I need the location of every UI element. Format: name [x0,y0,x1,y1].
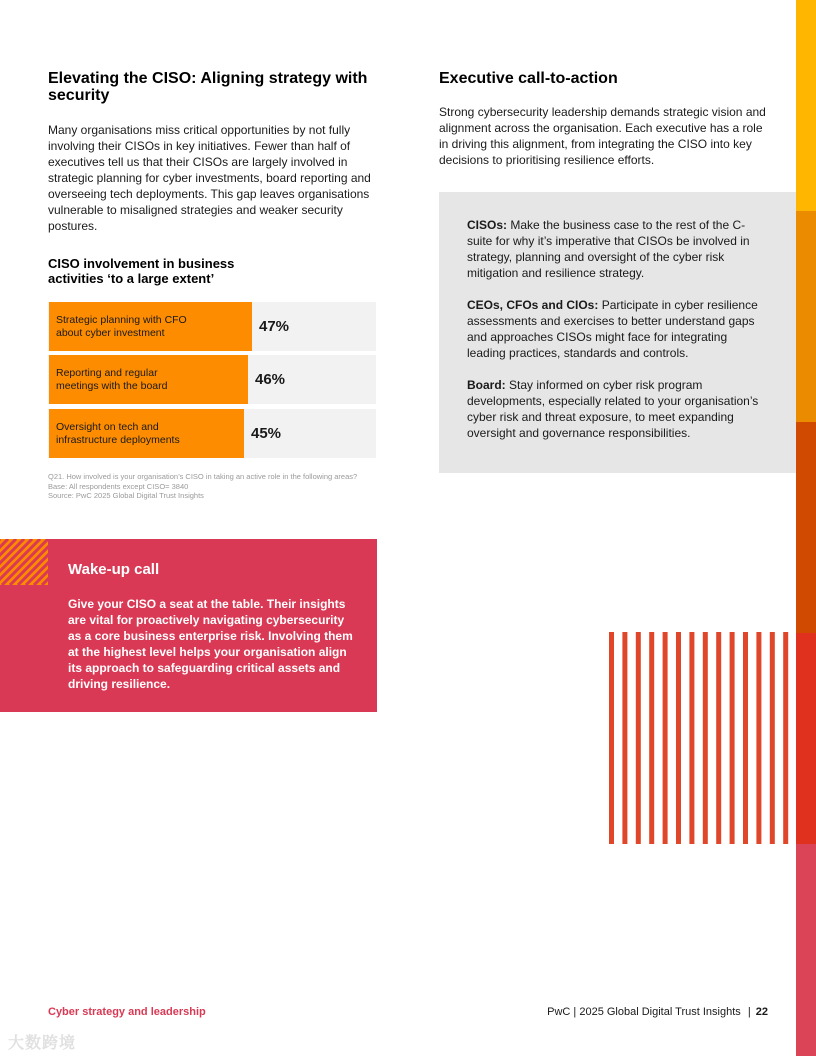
footer-publication-title: PwC | 2025 Global Digital Trust Insights [547,1006,741,1018]
edge-stripe-orange [796,211,816,422]
edge-stripe-red [796,633,816,844]
callout-item-board [467,377,767,441]
callout-item-cisos [467,217,767,281]
footnote-source: Source: PwC 2025 Global Digital Trust Insights [48,491,204,500]
chart-title: CISO involvement in business activities ‘to a large extent’ [48,256,235,286]
page-number: 22 [755,1006,768,1018]
decorative-stripe [676,632,681,844]
edge-stripe-yellow [796,0,816,211]
bar-row [48,409,376,458]
wakeup-title: Wake-up call [68,561,160,578]
decorative-stripe [609,632,614,844]
edge-stripe-dark-orange [796,422,816,633]
right-body-text: Strong cybersecurity leadership demands strategic vision and alignment across the organisation. Each executive has a role in driving this alignment, from integrating the CISO into key decisions to prioritising resilience efforts. [439,105,766,167]
hatch-pattern [0,539,48,585]
decorative-stripe [689,632,694,844]
watermark: 大数跨境 [8,1035,77,1052]
decorative-stripe [730,632,735,844]
bar-category-label: Strategic planning with CFO about cyber investment [56,313,187,339]
callout-lead: CEOs, CFOs and CIOs: [467,298,599,312]
decorative-stripe [756,632,761,844]
decorative-stripe [636,632,641,844]
decorative-stripe [743,632,748,844]
bar-category-label: Oversight on tech and infrastructure deployments [56,420,180,446]
decorative-stripe [622,632,627,844]
right-section-title: Executive call-to-action [439,70,618,87]
bar-row [48,355,376,404]
callout-item-ceos [467,297,767,361]
left-column [48,70,378,234]
bar-row [48,302,376,351]
footer-section-name: Cyber strategy and leadership [48,1006,206,1018]
footer-publication [547,1006,768,1018]
executive-callout-box [439,192,796,473]
bar-value-label: 47% [259,318,290,335]
callout-text: Participate in cyber resilience assessments and exercises to better understand gaps and approaches CISOs might face for integrating leading practices, standards and controls. [467,298,758,360]
callout-text: Stay informed on cyber risk program developments, especially related to your organisation’s cyber risk and threat exposure, to meet expanding oversight and governance responsibilities. [467,378,759,440]
decorative-stripe [703,632,708,844]
footnote-question: Q21. How involved is your organisation’s CISO in taking an active role in the following areas? Base: All respondents except CISO= 3840 [48,472,358,491]
callout-lead: Board: [467,378,506,392]
bar-value-label: 45% [251,425,282,442]
decorative-stripe [783,632,788,844]
edge-color-stripe [796,0,816,1056]
bar-value-label: 46% [255,371,286,388]
left-body-text: Many organisations miss critical opportunities by not fully involving their CISOs in key initiatives. Fewer than half of executives tell us that their CISOs are largely involved in strategic planning for cyber investments, board reporting and overseeing tech deployments. This gap leaves organisations vulnerable to misaligned strategies and weaker security postures. [48,123,371,233]
decorative-vertical-stripes [609,632,791,844]
right-column [439,70,779,168]
callout-lead: CISOs: [467,218,508,232]
left-section-title: Elevating the CISO: Aligning strategy with security [48,70,368,104]
chart-footnote [48,472,358,501]
wakeup-call-box [0,539,377,712]
callout-text: Make the business case to the rest of the C-suite for why it’s imperative that CISOs be involved in strategy, planning and oversight of the cyber risk mitigation and resilience strategy. [467,218,750,280]
decorative-stripe [770,632,775,844]
decorative-stripe [716,632,721,844]
edge-stripe-pink [796,844,816,1056]
footer-separator: | [747,1006,751,1018]
bar-category-label: Reporting and regular meetings with the board [56,366,168,392]
decorative-stripe [663,632,668,844]
decorative-stripe [649,632,654,844]
wakeup-text: Give your CISO a seat at the table. Their insights are vital for proactively navigating cybersecurity as a core business enterprise risk. Involving them at the highest level helps your organisation align its approach to safeguarding critical assets and driving resilience. [68,597,353,691]
